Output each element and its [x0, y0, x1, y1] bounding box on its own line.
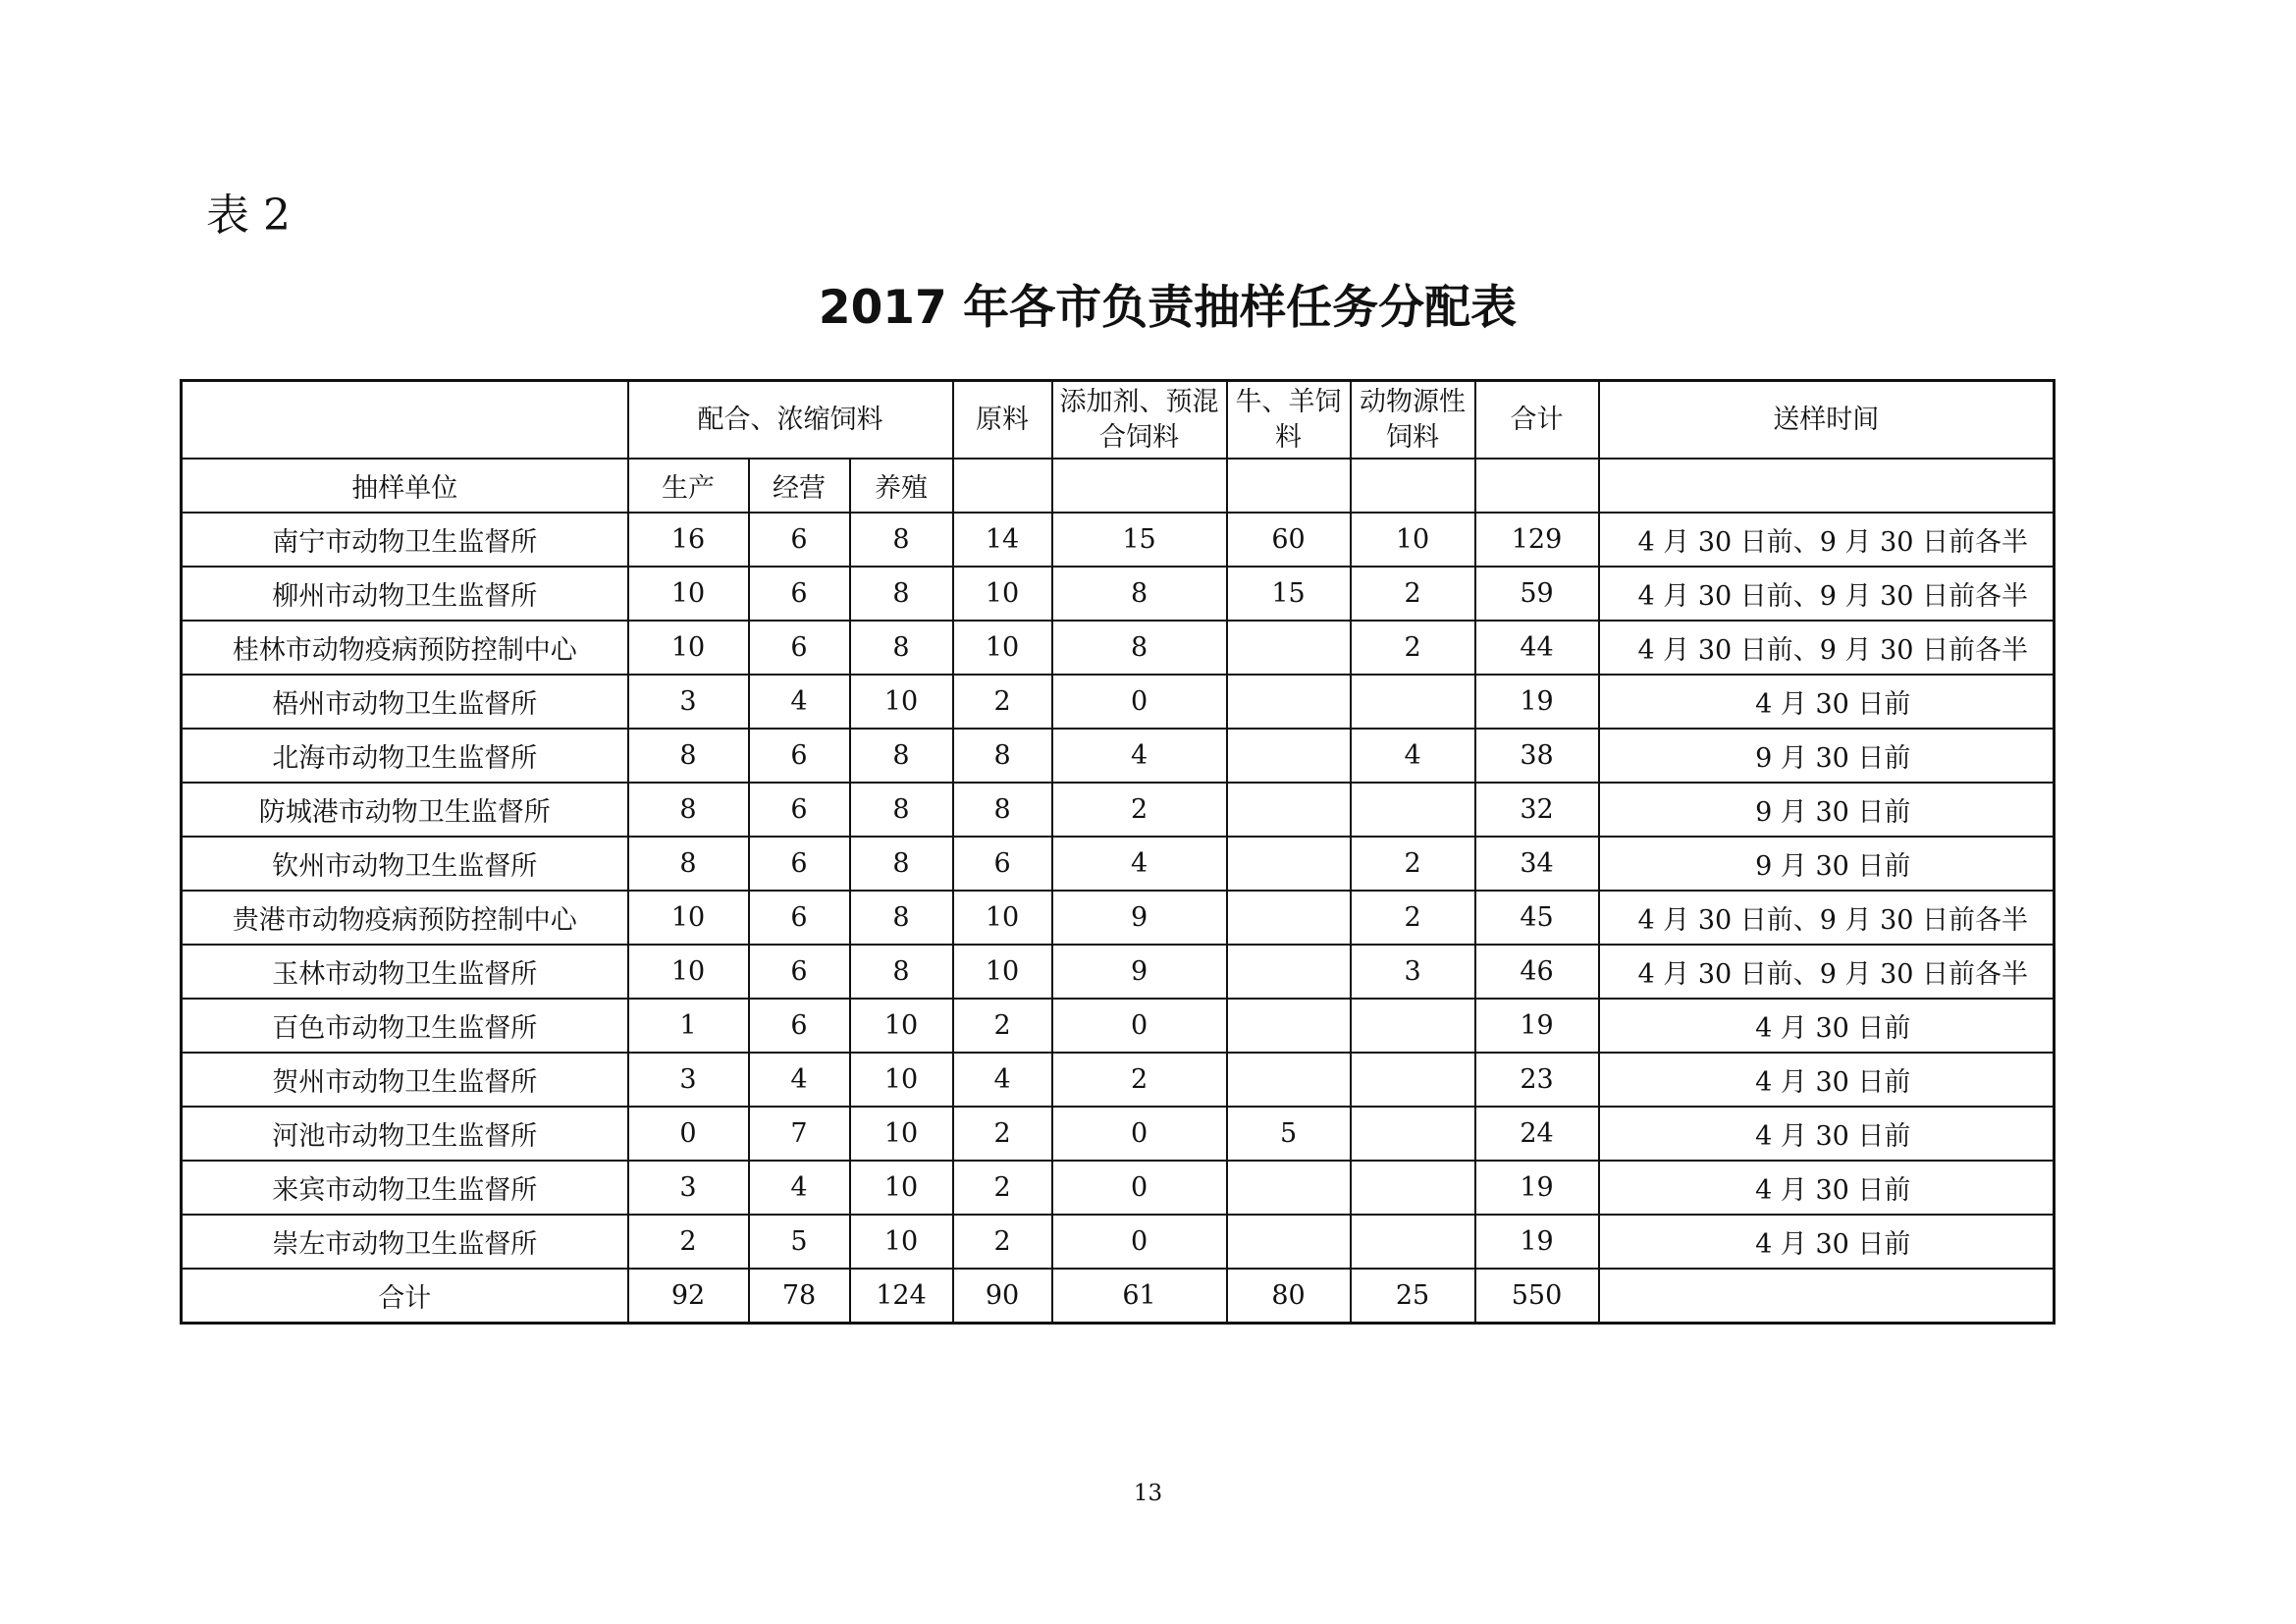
cell-animal-origin: 2	[1351, 621, 1475, 675]
cell-additive-premix: 0	[1052, 1215, 1227, 1269]
cell-business: 4	[749, 1161, 850, 1215]
cell-sampling-unit: 玉林市动物卫生监督所	[182, 945, 628, 999]
cell-total: 19	[1475, 1161, 1599, 1215]
cell-breeding: 8	[850, 729, 953, 783]
header-compound-feed: 配合、浓缩饲料	[628, 381, 953, 460]
cell-delivery-time: 4 月 30 日前、9 月 30 日前各半	[1599, 891, 2055, 945]
cell-sampling-unit: 贺州市动物卫生监督所	[182, 1053, 628, 1107]
cell-raw-material: 10	[953, 945, 1052, 999]
header-row-2	[182, 459, 2055, 513]
cell-breeding: 10	[850, 1053, 953, 1107]
cell-business: 6	[749, 837, 850, 891]
cell-additive-premix: 4	[1052, 729, 1227, 783]
cell-production: 3	[628, 1161, 749, 1215]
cell-production: 8	[628, 837, 749, 891]
cell-business: 4	[749, 675, 850, 729]
cell-animal-origin: 2	[1351, 567, 1475, 621]
header-total: 合计	[1475, 381, 1599, 460]
cell-production: 1	[628, 999, 749, 1053]
cell-delivery-time: 4 月 30 日前、9 月 30 日前各半	[1599, 621, 2055, 675]
cell-sampling-unit: 来宾市动物卫生监督所	[182, 1161, 628, 1215]
cell-delivery-time: 9 月 30 日前	[1599, 729, 2055, 783]
table-row	[182, 621, 2055, 675]
table-row	[182, 999, 2055, 1053]
cell-total: 550	[1475, 1269, 1599, 1324]
cell-cattle-sheep	[1227, 729, 1351, 783]
cell-total: 23	[1475, 1053, 1599, 1107]
cell-business: 7	[749, 1107, 850, 1161]
cell-delivery-time: 4 月 30 日前	[1599, 675, 2055, 729]
cell-sampling-unit: 崇左市动物卫生监督所	[182, 1215, 628, 1269]
cell-total: 129	[1475, 513, 1599, 567]
table-row	[182, 567, 2055, 621]
cell-animal-origin: 3	[1351, 945, 1475, 999]
cell-additive-premix: 0	[1052, 999, 1227, 1053]
cell-additive-premix: 2	[1052, 1053, 1227, 1107]
cell-additive-premix: 15	[1052, 513, 1227, 567]
cell-animal-origin: 2	[1351, 891, 1475, 945]
table-row	[182, 1053, 2055, 1107]
cell-raw-material: 2	[953, 675, 1052, 729]
cell-cattle-sheep	[1227, 837, 1351, 891]
cell-production: 10	[628, 891, 749, 945]
cell-delivery-time: 4 月 30 日前、9 月 30 日前各半	[1599, 567, 2055, 621]
cell-sampling-unit: 合计	[182, 1269, 628, 1324]
cell-cattle-sheep	[1227, 891, 1351, 945]
cell-sampling-unit: 桂林市动物疫病预防控制中心	[182, 621, 628, 675]
cell-delivery-time	[1599, 1269, 2055, 1324]
cell-breeding: 8	[850, 945, 953, 999]
cell-raw-material: 10	[953, 891, 1052, 945]
header-blank-cell	[182, 381, 628, 460]
cell-sampling-unit: 防城港市动物卫生监督所	[182, 783, 628, 837]
table-row	[182, 729, 2055, 783]
cell-delivery-time: 4 月 30 日前	[1599, 999, 2055, 1053]
cell-animal-origin: 2	[1351, 837, 1475, 891]
cell-production: 2	[628, 1215, 749, 1269]
sampling-task-table	[180, 379, 2056, 1325]
cell-breeding: 124	[850, 1269, 953, 1324]
header-additive-premix: 添加剂、预混合饲料	[1052, 381, 1227, 460]
cell-breeding: 10	[850, 1215, 953, 1269]
cell-sampling-unit: 柳州市动物卫生监督所	[182, 567, 628, 621]
cell-business: 6	[749, 729, 850, 783]
cell-delivery-time: 4 月 30 日前	[1599, 1107, 2055, 1161]
cell-additive-premix: 2	[1052, 783, 1227, 837]
cell-delivery-time: 9 月 30 日前	[1599, 783, 2055, 837]
cell-total: 46	[1475, 945, 1599, 999]
cell-additive-premix: 61	[1052, 1269, 1227, 1324]
cell-raw-material: 2	[953, 1161, 1052, 1215]
cell-total: 19	[1475, 675, 1599, 729]
cell-total: 59	[1475, 567, 1599, 621]
cell-raw-material: 2	[953, 999, 1052, 1053]
cell-additive-premix: 9	[1052, 945, 1227, 999]
cell-cattle-sheep	[1227, 783, 1351, 837]
cell-total: 34	[1475, 837, 1599, 891]
cell-cattle-sheep	[1227, 1161, 1351, 1215]
cell-cattle-sheep	[1227, 1215, 1351, 1269]
cell-business: 6	[749, 999, 850, 1053]
cell-delivery-time: 4 月 30 日前	[1599, 1161, 2055, 1215]
cell-animal-origin: 10	[1351, 513, 1475, 567]
header-empty-cell	[1351, 459, 1475, 513]
cell-cattle-sheep	[1227, 621, 1351, 675]
cell-breeding: 8	[850, 567, 953, 621]
cell-total: 32	[1475, 783, 1599, 837]
cell-production: 3	[628, 675, 749, 729]
cell-production: 0	[628, 1107, 749, 1161]
cell-breeding: 10	[850, 1161, 953, 1215]
cell-production: 16	[628, 513, 749, 567]
header-sampling-unit: 抽样单位	[182, 459, 628, 513]
cell-delivery-time: 4 月 30 日前	[1599, 1053, 2055, 1107]
cell-cattle-sheep	[1227, 1053, 1351, 1107]
cell-business: 6	[749, 513, 850, 567]
cell-animal-origin: 25	[1351, 1269, 1475, 1324]
table-row	[182, 783, 2055, 837]
cell-delivery-time: 4 月 30 日前	[1599, 1215, 2055, 1269]
cell-additive-premix: 0	[1052, 1107, 1227, 1161]
table-row	[182, 1107, 2055, 1161]
cell-production: 10	[628, 621, 749, 675]
cell-animal-origin	[1351, 1107, 1475, 1161]
cell-breeding: 10	[850, 999, 953, 1053]
cell-raw-material: 6	[953, 837, 1052, 891]
cell-total: 19	[1475, 1215, 1599, 1269]
cell-cattle-sheep	[1227, 675, 1351, 729]
cell-cattle-sheep: 15	[1227, 567, 1351, 621]
cell-raw-material: 4	[953, 1053, 1052, 1107]
cell-animal-origin	[1351, 999, 1475, 1053]
cell-raw-material: 90	[953, 1269, 1052, 1324]
header-cattle-sheep-feed: 牛、羊饲料	[1227, 381, 1351, 460]
cell-sampling-unit: 北海市动物卫生监督所	[182, 729, 628, 783]
cell-delivery-time: 4 月 30 日前、9 月 30 日前各半	[1599, 513, 2055, 567]
cell-breeding: 8	[850, 621, 953, 675]
cell-breeding: 8	[850, 783, 953, 837]
cell-animal-origin: 4	[1351, 729, 1475, 783]
cell-total: 19	[1475, 999, 1599, 1053]
document-title: 2017 年各市负责抽样任务分配表	[818, 281, 1518, 335]
cell-cattle-sheep	[1227, 945, 1351, 999]
cell-raw-material: 8	[953, 729, 1052, 783]
cell-additive-premix: 8	[1052, 567, 1227, 621]
header-animal-origin-feed: 动物源性饲料	[1351, 381, 1475, 460]
header-empty-cell	[1052, 459, 1227, 513]
cell-business: 78	[749, 1269, 850, 1324]
table-row	[182, 1161, 2055, 1215]
cell-animal-origin	[1351, 1053, 1475, 1107]
cell-raw-material: 14	[953, 513, 1052, 567]
header-production: 生产	[628, 459, 749, 513]
cell-total: 45	[1475, 891, 1599, 945]
cell-breeding: 8	[850, 837, 953, 891]
cell-additive-premix: 0	[1052, 1161, 1227, 1215]
table-number-label: 表 2	[206, 190, 291, 241]
cell-business: 5	[749, 1215, 850, 1269]
cell-sampling-unit: 南宁市动物卫生监督所	[182, 513, 628, 567]
cell-breeding: 8	[850, 891, 953, 945]
cell-cattle-sheep: 60	[1227, 513, 1351, 567]
cell-additive-premix: 9	[1052, 891, 1227, 945]
cell-sampling-unit: 河池市动物卫生监督所	[182, 1107, 628, 1161]
table-row	[182, 891, 2055, 945]
cell-production: 8	[628, 783, 749, 837]
cell-business: 6	[749, 891, 850, 945]
cell-total: 38	[1475, 729, 1599, 783]
cell-raw-material: 8	[953, 783, 1052, 837]
header-business: 经营	[749, 459, 850, 513]
cell-animal-origin	[1351, 783, 1475, 837]
table-row	[182, 837, 2055, 891]
cell-production: 10	[628, 567, 749, 621]
cell-raw-material: 10	[953, 621, 1052, 675]
cell-business: 6	[749, 945, 850, 999]
cell-sampling-unit: 百色市动物卫生监督所	[182, 999, 628, 1053]
cell-additive-premix: 4	[1052, 837, 1227, 891]
cell-breeding: 10	[850, 675, 953, 729]
total-row	[182, 1269, 2055, 1324]
cell-delivery-time: 4 月 30 日前、9 月 30 日前各半	[1599, 945, 2055, 999]
cell-delivery-time: 9 月 30 日前	[1599, 837, 2055, 891]
cell-production: 92	[628, 1269, 749, 1324]
header-empty-cell	[1227, 459, 1351, 513]
table-row	[182, 1215, 2055, 1269]
cell-breeding: 8	[850, 513, 953, 567]
cell-sampling-unit: 钦州市动物卫生监督所	[182, 837, 628, 891]
cell-cattle-sheep	[1227, 999, 1351, 1053]
cell-cattle-sheep: 5	[1227, 1107, 1351, 1161]
page-number: 13	[1133, 1481, 1163, 1506]
cell-business: 6	[749, 621, 850, 675]
header-empty-cell	[953, 459, 1052, 513]
cell-business: 6	[749, 783, 850, 837]
cell-breeding: 10	[850, 1107, 953, 1161]
cell-production: 10	[628, 945, 749, 999]
cell-raw-material: 2	[953, 1107, 1052, 1161]
cell-total: 24	[1475, 1107, 1599, 1161]
cell-sampling-unit: 贵港市动物疫病预防控制中心	[182, 891, 628, 945]
table-row	[182, 675, 2055, 729]
cell-total: 44	[1475, 621, 1599, 675]
header-empty-cell	[1599, 459, 2055, 513]
header-delivery-time: 送样时间	[1599, 381, 2055, 460]
cell-animal-origin	[1351, 675, 1475, 729]
cell-business: 4	[749, 1053, 850, 1107]
cell-production: 3	[628, 1053, 749, 1107]
cell-additive-premix: 8	[1052, 621, 1227, 675]
header-raw-material: 原料	[953, 381, 1052, 460]
header-row-1	[182, 381, 2055, 460]
cell-production: 8	[628, 729, 749, 783]
cell-sampling-unit: 梧州市动物卫生监督所	[182, 675, 628, 729]
table-row	[182, 945, 2055, 999]
cell-additive-premix: 0	[1052, 675, 1227, 729]
table-row	[182, 513, 2055, 567]
cell-cattle-sheep: 80	[1227, 1269, 1351, 1324]
cell-raw-material: 10	[953, 567, 1052, 621]
cell-business: 6	[749, 567, 850, 621]
cell-raw-material: 2	[953, 1215, 1052, 1269]
header-breeding: 养殖	[850, 459, 953, 513]
header-empty-cell	[1475, 459, 1599, 513]
cell-animal-origin	[1351, 1161, 1475, 1215]
cell-animal-origin	[1351, 1215, 1475, 1269]
